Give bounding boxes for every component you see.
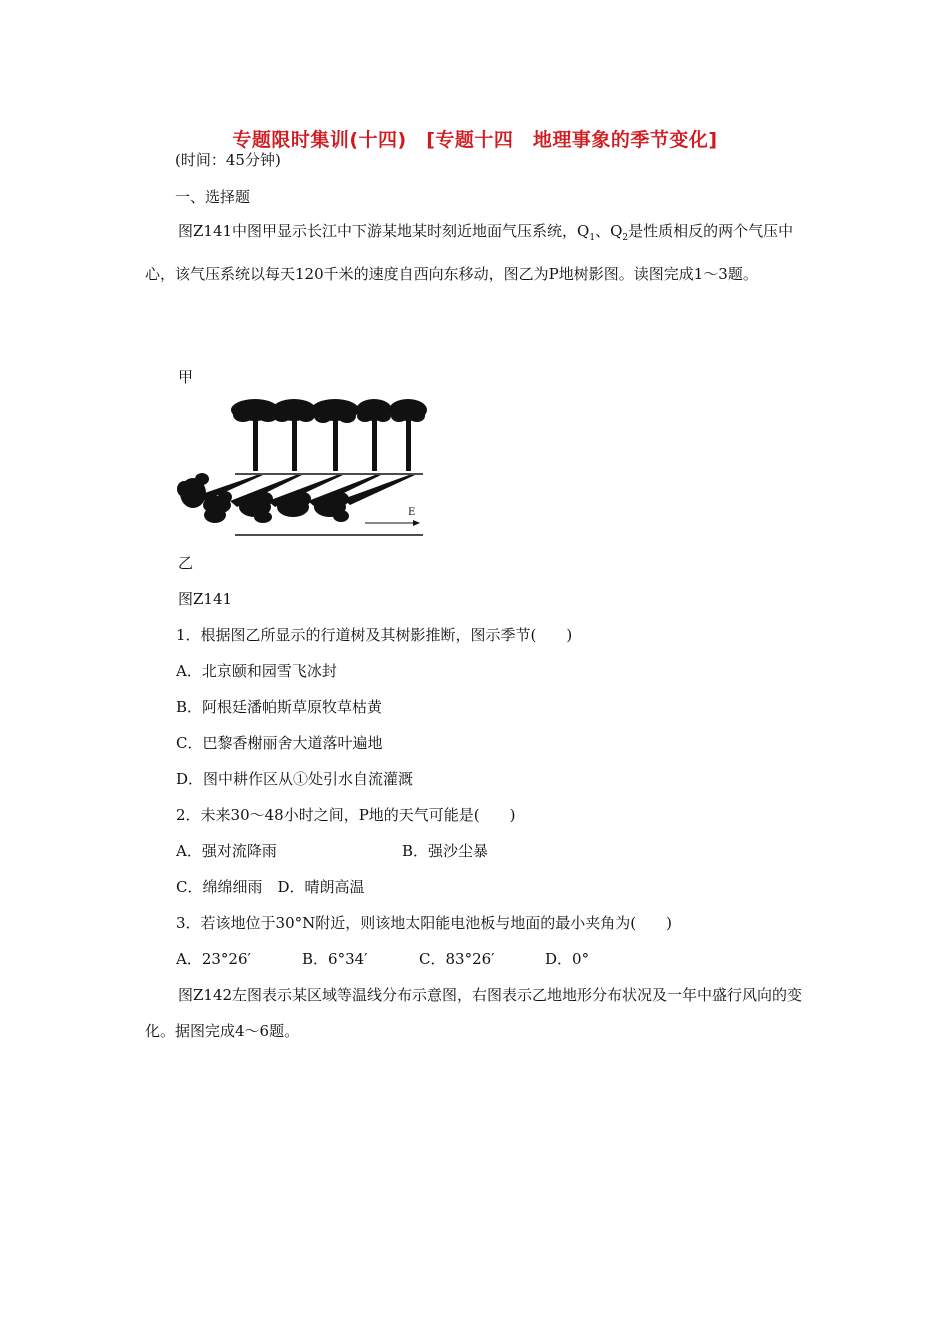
figure-caption: 图Z141 <box>178 590 233 608</box>
east-arrow-label: E <box>408 507 416 518</box>
question-3-option-c: C．83°26′ <box>419 950 495 968</box>
page-title: 专题限时集训(十四) [专题十四 地理事象的季节变化] <box>232 129 718 151</box>
question-3-option-a: A．23°26′ <box>176 950 251 968</box>
section-heading: 一、选择题 <box>175 188 251 206</box>
question-1-option-c: C．巴黎香榭丽舍大道落叶遍地 <box>176 734 383 752</box>
time-limit: (时间：45分钟) <box>175 151 281 169</box>
question-1-option-a: A．北京颐和园雪飞冰封 <box>176 662 337 680</box>
question-2-option-b: B．强沙尘暴 <box>402 842 489 860</box>
intro-paragraph-1: 图Z141中图甲显示长江中下游某地某时刻近地面气压系统，$Q_1$、$Q_2$是性质相反的两个气压中心，该气压系统以每天120千米的速度自西向东移动，图乙为P地树影图。读图完成1～3题。 <box>145 222 794 283</box>
east-arrow-head <box>413 520 420 526</box>
tree-4 <box>356 399 392 471</box>
question-3-option-d: D．0° <box>545 950 590 968</box>
tree-shadows <box>177 473 415 523</box>
question-3-option-b: B．6°34′ <box>302 950 368 968</box>
tree-1 <box>231 399 279 471</box>
intro-paragraph-2: 图Z142左图表示某区域等温线分布示意图，右图表示乙地地形分布状况及一年中盛行风向的变化。据图完成4～6题。 <box>145 986 803 1040</box>
question-2-option-cd: C．绵绵细雨 D．晴朗高温 <box>176 878 365 896</box>
tree-shadow-figure <box>175 395 435 545</box>
tree-row <box>231 399 427 471</box>
question-1-option-d: D．图中耕作区从①处引水自流灌溉 <box>176 770 414 788</box>
question-2-option-a: A．强对流降雨 <box>176 842 277 860</box>
tree-5 <box>389 399 427 471</box>
question-2-stem: 2．未来30～48小时之间，P地的天气可能是( ) <box>176 806 516 824</box>
figure-label-jia: 甲 <box>178 368 194 386</box>
tree-2 <box>272 399 316 471</box>
question-1-option-b: B．阿根廷潘帕斯草原牧草枯黄 <box>176 698 383 716</box>
question-1-stem: 1．根据图乙所显示的行道树及其树影推断，图示季节( ) <box>176 626 573 644</box>
tree-3 <box>311 399 359 471</box>
figure-label-yi: 乙 <box>178 554 194 572</box>
question-3-stem: 3．若该地位于30°N附近，则该地太阳能电池板与地面的最小夹角为( ) <box>176 914 672 932</box>
